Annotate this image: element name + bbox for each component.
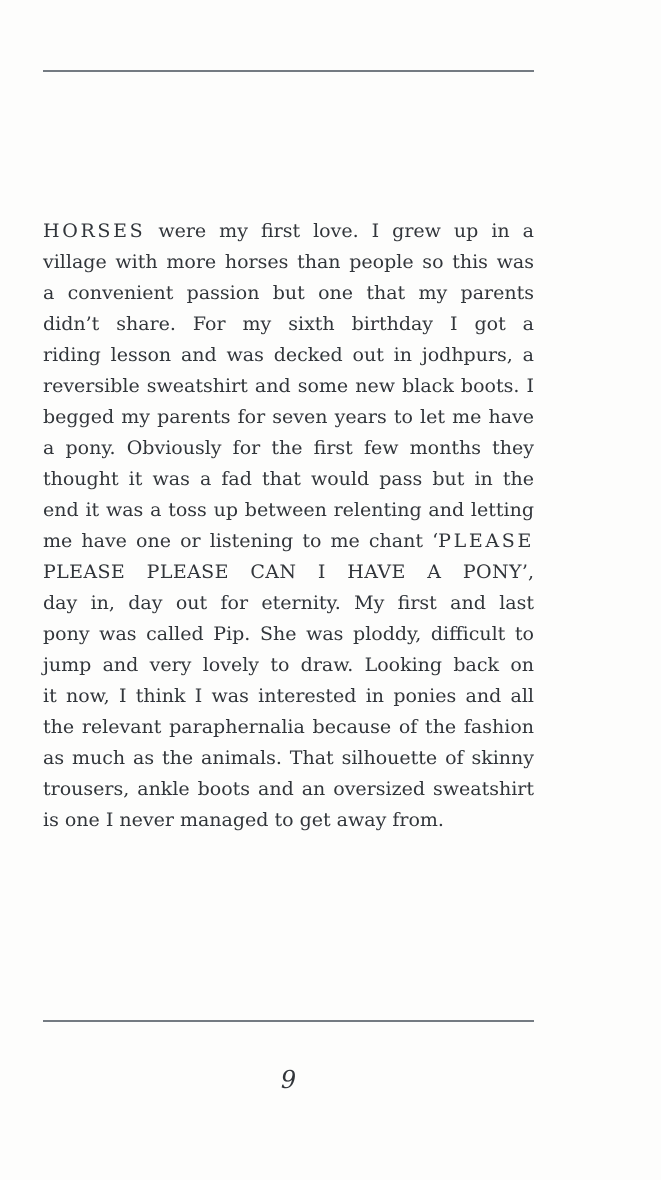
bottom-rule xyxy=(43,1020,534,1022)
text-line: riding lesson and was decked out in jodhpurs, a xyxy=(43,344,534,366)
text-line: the relevant paraphernalia because of the fashion xyxy=(43,716,534,738)
text-line: day in, day out for eternity. My first and last xyxy=(43,592,534,614)
text-line: begged my parents for seven years to let me have xyxy=(43,406,534,428)
text-line: didn’t share. For my sixth birthday I got a xyxy=(43,313,534,335)
text-line: is one I never managed to get away from. xyxy=(43,809,444,831)
text-line: me have one or listening to me chant ‘PLEASE xyxy=(43,530,534,552)
top-rule xyxy=(43,70,534,72)
smallcaps-run: PLEASE PLEASE CAN I HAVE A PONY xyxy=(43,561,522,583)
text-line: reversible sweatshirt and some new black boots. I xyxy=(43,375,534,397)
text-line: a pony. Obviously for the first few months they xyxy=(43,437,534,459)
smallcaps-run: HORSES xyxy=(43,220,146,242)
text-line: jump and very lovely to draw. Looking back on xyxy=(43,654,534,676)
text-line: a convenient passion but one that my parents xyxy=(43,282,534,304)
text-line: as much as the animals. That silhouette of skinny xyxy=(43,747,534,769)
text-line: village with more horses than people so this was xyxy=(43,251,534,273)
text-line: thought it was a fad that would pass but in the xyxy=(43,468,534,490)
text-line: HORSES were my first love. I grew up in a xyxy=(43,220,534,242)
smallcaps-run: PLEASE xyxy=(438,530,534,552)
text-line: trousers, ankle boots and an oversized sweatshirt xyxy=(43,778,534,800)
page-number: 9 xyxy=(280,1066,297,1094)
text-line: end it was a toss up between relenting and letting xyxy=(43,499,534,521)
body-text xyxy=(43,216,534,836)
text-line: PLEASE PLEASE CAN I HAVE A PONY’, xyxy=(43,561,534,583)
text-line: pony was called Pip. She was ploddy, difficult to xyxy=(43,623,534,645)
text-line: it now, I think I was interested in ponies and all xyxy=(43,685,534,707)
